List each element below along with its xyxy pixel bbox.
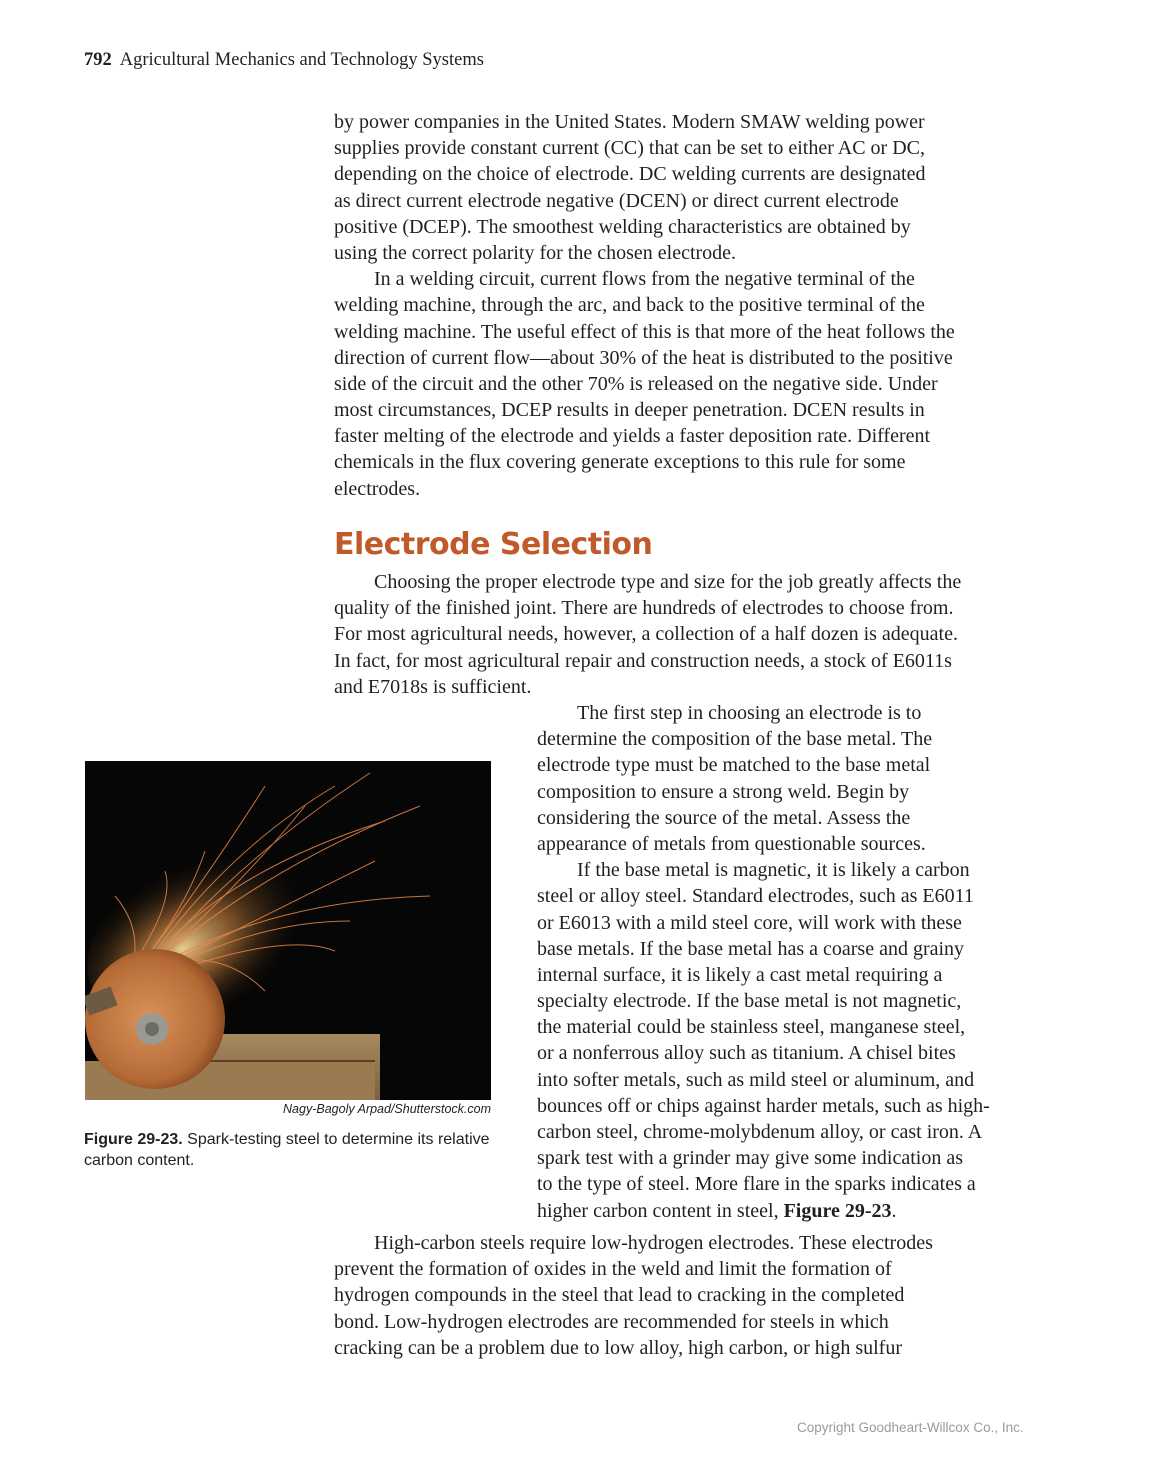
text-line: cracking can be a problem due to low alloy, high carbon, or high sulfur — [334, 1336, 902, 1359]
page-number: 792 — [84, 50, 112, 70]
text-line: using the correct polarity for the chosen electrode. — [334, 241, 737, 264]
text-line: appearance of metals from questionable sources. — [537, 832, 926, 855]
text-line: electrodes. — [334, 477, 421, 500]
section-heading: Electrode Selection — [334, 527, 653, 562]
selection-paragraph — [334, 569, 961, 700]
text-line: bounces off or chips against harder metals, such as high- — [537, 1094, 990, 1117]
text-line: hydrogen compounds in the steel that lead to cracking in the completed — [334, 1284, 905, 1307]
text-line: the material could be stainless steel, manganese steel, — [537, 1016, 966, 1039]
text-line: In a welding circuit, current flows from the negative terminal of the — [374, 268, 915, 291]
text-span: higher carbon content in steel, — [537, 1199, 784, 1222]
text-line: electrode type must be matched to the base metal — [537, 754, 931, 777]
text-line: internal surface, it is likely a cast metal requiring a — [537, 963, 943, 986]
text-line: side of the circuit and the other 70% is released on the negative side. Under — [334, 372, 938, 395]
text-line: or E6013 with a mild steel core, will work with these — [537, 911, 962, 934]
text-line: High-carbon steels require low-hydrogen electrodes. These electrodes — [374, 1232, 933, 1254]
text-line: and E7018s is sufficient. — [334, 675, 532, 698]
wrapped-paragraphs — [537, 700, 990, 1224]
text-line: chemicals in the flux covering generate exceptions to this rule for some — [334, 451, 906, 474]
text-line: steel or alloy steel. Standard electrodes, such as E6011 — [537, 885, 974, 908]
text-line: spark test with a grinder may give some indication as — [537, 1147, 964, 1170]
text-line: most circumstances, DCEP results in deeper penetration. DCEN results in — [334, 399, 925, 422]
text-line: determine the composition of the base metal. The — [537, 728, 933, 751]
intro-paragraphs — [334, 109, 955, 502]
text-line: welding machine, through the arc, and back to the positive terminal of the — [334, 294, 925, 317]
text-line: considering the source of the metal. Assess the — [537, 806, 911, 829]
spark-grinder-illustration — [85, 761, 491, 1100]
text-line: welding machine. The useful effect of this is that more of the heat follows the — [334, 320, 955, 343]
copyright-notice: Copyright Goodheart-Willcox Co., Inc. — [797, 1420, 1024, 1435]
text-line: faster melting of the electrode and yields a faster deposition rate. Different — [334, 425, 931, 448]
text-line: prevent the formation of oxides in the weld and limit the formation of — [334, 1258, 892, 1281]
text-line: depending on the choice of electrode. DC welding currents are designated — [334, 163, 926, 186]
text-line: base metals. If the base metal has a coarse and grainy — [537, 937, 965, 960]
text-line: by power companies in the United States. Modern SMAW welding power — [334, 111, 925, 133]
text-line: quality of the finished joint. There are hundreds of electrodes to choose from. — [334, 597, 954, 620]
text-line: For most agricultural needs, however, a collection of a half dozen is adequate. — [334, 623, 958, 646]
text-span: . — [891, 1199, 897, 1222]
text-line: In fact, for most agricultural repair and construction needs, a stock of E6011s — [334, 649, 952, 672]
text-line: The first step in choosing an electrode is to — [577, 702, 922, 724]
text-line: supplies provide constant current (CC) that can be set to either AC or DC, — [334, 137, 925, 160]
text-line: carbon steel, chrome-molybdenum alloy, or cast iron. A — [537, 1121, 983, 1143]
text-line: composition to ensure a strong weld. Begin by — [537, 780, 910, 803]
text-line: specialty electrode. If the base metal is not magnetic, — [537, 990, 962, 1013]
text-line: into softer metals, such as mild steel or aluminum, and — [537, 1068, 975, 1091]
photo-credit: Nagy-Bagoly Arpad/Shutterstock.com — [283, 1102, 491, 1116]
text-line: to the type of steel. More flare in the sparks indicates a — [537, 1173, 976, 1196]
running-header — [84, 48, 484, 72]
text-line: or a nonferrous alloy such as titanium. A chisel bites — [537, 1042, 956, 1065]
text-line: direction of current flow—about 30% of the heat is distributed to the positive — [334, 346, 953, 369]
text-line — [537, 1198, 990, 1224]
book-title: Agricultural Mechanics and Technology Systems — [119, 50, 484, 70]
text-line: as direct current electrode negative (DCEN) or direct current electrode — [334, 189, 899, 212]
figure-reference: Figure 29-23 — [783, 1199, 892, 1222]
figure-label: Figure 29-23. — [84, 1131, 183, 1148]
figure-caption — [84, 1129, 494, 1171]
text-line: Choosing the proper electrode type and size for the job greatly affects the — [374, 571, 962, 593]
figure-photo — [85, 761, 491, 1100]
text-line: positive (DCEP). The smoothest welding characteristics are obtained by — [334, 215, 911, 238]
final-paragraph — [334, 1230, 933, 1361]
text-line: If the base metal is magnetic, it is likely a carbon — [577, 859, 970, 882]
text-line: bond. Low-hydrogen electrodes are recommended for steels in which — [334, 1310, 889, 1333]
figure-caption-text: Spark-testing steel to determine its relative carbon content. — [84, 1131, 490, 1169]
